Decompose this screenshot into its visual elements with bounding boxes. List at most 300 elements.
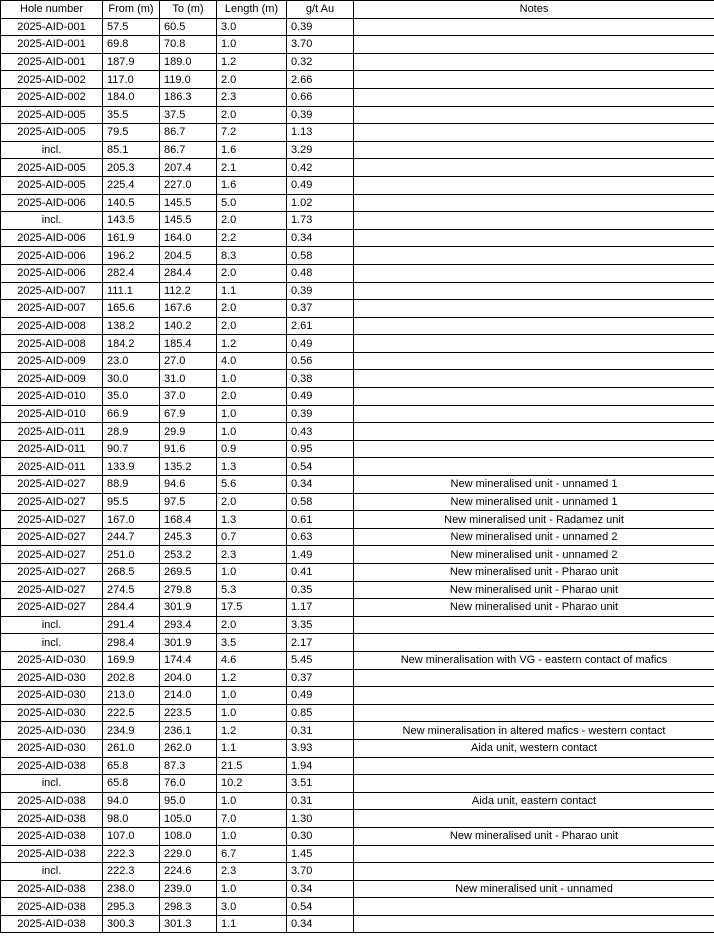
grade-cell: 0.34 (287, 915, 354, 933)
notes-cell: New mineralisation in altered mafics - western contact (354, 722, 714, 740)
table-row (1, 88, 714, 106)
from-cell: 196.2 (103, 247, 160, 265)
hole-number-cell: 2025-AID-030 (1, 651, 103, 669)
hole-number-cell: 2025-AID-038 (1, 898, 103, 916)
grade-cell: 0.37 (287, 669, 354, 687)
to-cell: 27.0 (160, 352, 217, 370)
to-cell: 164.0 (160, 229, 217, 247)
grade-cell: 0.56 (287, 352, 354, 370)
header-notes: Notes (354, 1, 714, 19)
notes-cell: Aida unit, western contact (354, 739, 714, 757)
grade-cell: 1.02 (287, 194, 354, 212)
hole-number-cell: 2025-AID-030 (1, 722, 103, 740)
grade-cell: 3.35 (287, 616, 354, 634)
from-cell: 184.2 (103, 335, 160, 353)
header-hole-number: Hole number (1, 1, 103, 19)
grade-cell: 0.85 (287, 704, 354, 722)
hole-number-cell: 2025-AID-001 (1, 36, 103, 54)
table-row (1, 335, 714, 353)
grade-cell: 0.95 (287, 440, 354, 458)
table-row (1, 845, 714, 863)
length-cell: 2.0 (217, 264, 287, 282)
table-row (1, 300, 714, 318)
length-cell: 10.2 (217, 775, 287, 793)
to-cell: 86.7 (160, 141, 217, 159)
from-cell: 107.0 (103, 827, 160, 845)
notes-cell (354, 229, 714, 247)
hole-number-cell: 2025-AID-038 (1, 880, 103, 898)
table-row (1, 370, 714, 388)
notes-cell (354, 194, 714, 212)
table-row (1, 757, 714, 775)
from-cell: 298.4 (103, 634, 160, 652)
from-cell: 300.3 (103, 915, 160, 933)
from-cell: 213.0 (103, 687, 160, 705)
to-cell: 284.4 (160, 264, 217, 282)
grade-cell: 3.70 (287, 36, 354, 54)
hole-number-cell: 2025-AID-007 (1, 282, 103, 300)
from-cell: 282.4 (103, 264, 160, 282)
to-cell: 253.2 (160, 546, 217, 564)
table-row (1, 141, 714, 159)
header-to: To (m) (160, 1, 217, 19)
notes-cell (354, 88, 714, 106)
notes-cell: New mineralisation with VG - eastern contact of mafics (354, 651, 714, 669)
to-cell: 37.0 (160, 388, 217, 406)
hole-number-cell: 2025-AID-038 (1, 792, 103, 810)
length-cell: 1.0 (217, 880, 287, 898)
from-cell: 202.8 (103, 669, 160, 687)
to-cell: 189.0 (160, 53, 217, 71)
grade-cell: 0.41 (287, 564, 354, 582)
notes-cell: New mineralised unit - Pharao unit (354, 564, 714, 582)
grade-cell: 1.13 (287, 124, 354, 142)
from-cell: 234.9 (103, 722, 160, 740)
to-cell: 301.9 (160, 599, 217, 617)
to-cell: 269.5 (160, 564, 217, 582)
to-cell: 70.8 (160, 36, 217, 54)
grade-cell: 0.39 (287, 405, 354, 423)
from-cell: 140.5 (103, 194, 160, 212)
length-cell: 4.6 (217, 651, 287, 669)
to-cell: 145.5 (160, 212, 217, 230)
header-grade: g/t Au (287, 1, 354, 19)
table-row (1, 898, 714, 916)
grade-cell: 0.49 (287, 176, 354, 194)
grade-cell: 0.31 (287, 722, 354, 740)
to-cell: 31.0 (160, 370, 217, 388)
hole-number-cell: 2025-AID-027 (1, 493, 103, 511)
notes-cell (354, 775, 714, 793)
table-row (1, 36, 714, 54)
hole-number-cell: 2025-AID-005 (1, 159, 103, 177)
length-cell: 1.0 (217, 36, 287, 54)
length-cell: 17.5 (217, 599, 287, 617)
from-cell: 165.6 (103, 300, 160, 318)
grade-cell: 0.48 (287, 264, 354, 282)
table-body (1, 18, 714, 933)
grade-cell: 0.49 (287, 335, 354, 353)
hole-number-cell: 2025-AID-027 (1, 564, 103, 582)
table-row (1, 194, 714, 212)
grade-cell: 0.31 (287, 792, 354, 810)
length-cell: 3.0 (217, 898, 287, 916)
table-row (1, 212, 714, 230)
length-cell: 2.0 (217, 616, 287, 634)
grade-cell: 0.61 (287, 511, 354, 529)
notes-cell (354, 423, 714, 441)
hole-number-cell: 2025-AID-011 (1, 423, 103, 441)
length-cell: 8.3 (217, 247, 287, 265)
grade-cell: 5.45 (287, 651, 354, 669)
notes-cell (354, 405, 714, 423)
grade-cell: 0.58 (287, 247, 354, 265)
table-row (1, 669, 714, 687)
length-cell: 1.0 (217, 564, 287, 582)
to-cell: 87.3 (160, 757, 217, 775)
from-cell: 268.5 (103, 564, 160, 582)
grade-cell: 0.39 (287, 282, 354, 300)
hole-number-cell: 2025-AID-030 (1, 704, 103, 722)
length-cell: 4.0 (217, 352, 287, 370)
notes-cell (354, 141, 714, 159)
from-cell: 284.4 (103, 599, 160, 617)
length-cell: 1.0 (217, 405, 287, 423)
to-cell: 67.9 (160, 405, 217, 423)
grade-cell: 0.42 (287, 159, 354, 177)
to-cell: 135.2 (160, 458, 217, 476)
notes-cell (354, 915, 714, 933)
hole-number-cell: 2025-AID-009 (1, 352, 103, 370)
length-cell: 7.2 (217, 124, 287, 142)
to-cell: 112.2 (160, 282, 217, 300)
hole-number-cell: 2025-AID-009 (1, 370, 103, 388)
to-cell: 140.2 (160, 317, 217, 335)
table-row (1, 651, 714, 669)
grade-cell: 1.45 (287, 845, 354, 863)
from-cell: 85.1 (103, 141, 160, 159)
table-row (1, 827, 714, 845)
header-row (1, 1, 714, 19)
header-from: From (m) (103, 1, 160, 19)
table-row (1, 599, 714, 617)
from-cell: 205.3 (103, 159, 160, 177)
table-row (1, 704, 714, 722)
hole-number-cell: 2025-AID-010 (1, 388, 103, 406)
from-cell: 238.0 (103, 880, 160, 898)
from-cell: 95.5 (103, 493, 160, 511)
notes-cell: New mineralised unit - unnamed (354, 880, 714, 898)
length-cell: 2.0 (217, 212, 287, 230)
hole-number-cell: incl. (1, 775, 103, 793)
to-cell: 224.6 (160, 863, 217, 881)
notes-cell (354, 106, 714, 124)
hole-number-cell: 2025-AID-006 (1, 229, 103, 247)
table-row (1, 405, 714, 423)
length-cell: 5.6 (217, 476, 287, 494)
length-cell: 1.6 (217, 141, 287, 159)
hole-number-cell: incl. (1, 141, 103, 159)
table-row (1, 317, 714, 335)
from-cell: 274.5 (103, 581, 160, 599)
length-cell: 1.0 (217, 370, 287, 388)
length-cell: 3.5 (217, 634, 287, 652)
table-row (1, 423, 714, 441)
hole-number-cell: 2025-AID-010 (1, 405, 103, 423)
from-cell: 28.9 (103, 423, 160, 441)
length-cell: 5.3 (217, 581, 287, 599)
length-cell: 0.9 (217, 440, 287, 458)
notes-cell (354, 352, 714, 370)
grade-cell: 1.17 (287, 599, 354, 617)
hole-number-cell: 2025-AID-002 (1, 71, 103, 89)
to-cell: 29.9 (160, 423, 217, 441)
notes-cell (354, 898, 714, 916)
grade-cell: 0.35 (287, 581, 354, 599)
table-row (1, 159, 714, 177)
table-row (1, 687, 714, 705)
to-cell: 86.7 (160, 124, 217, 142)
to-cell: 97.5 (160, 493, 217, 511)
to-cell: 60.5 (160, 18, 217, 36)
from-cell: 222.3 (103, 863, 160, 881)
from-cell: 161.9 (103, 229, 160, 247)
length-cell: 1.0 (217, 687, 287, 705)
from-cell: 187.9 (103, 53, 160, 71)
from-cell: 30.0 (103, 370, 160, 388)
grade-cell: 3.93 (287, 739, 354, 757)
length-cell: 2.0 (217, 300, 287, 318)
from-cell: 35.0 (103, 388, 160, 406)
notes-cell (354, 370, 714, 388)
length-cell: 6.7 (217, 845, 287, 863)
grade-cell: 2.61 (287, 317, 354, 335)
hole-number-cell: 2025-AID-002 (1, 88, 103, 106)
from-cell: 261.0 (103, 739, 160, 757)
hole-number-cell: incl. (1, 863, 103, 881)
grade-cell: 3.70 (287, 863, 354, 881)
to-cell: 245.3 (160, 528, 217, 546)
hole-number-cell: incl. (1, 616, 103, 634)
length-cell: 2.0 (217, 493, 287, 511)
length-cell: 1.0 (217, 704, 287, 722)
from-cell: 295.3 (103, 898, 160, 916)
hole-number-cell: incl. (1, 212, 103, 230)
grade-cell: 0.32 (287, 53, 354, 71)
length-cell: 0.7 (217, 528, 287, 546)
table-row (1, 634, 714, 652)
length-cell: 2.0 (217, 388, 287, 406)
notes-cell: New mineralised unit - Pharao unit (354, 581, 714, 599)
table-row (1, 493, 714, 511)
length-cell: 7.0 (217, 810, 287, 828)
hole-number-cell: 2025-AID-038 (1, 827, 103, 845)
hole-number-cell: 2025-AID-008 (1, 317, 103, 335)
hole-number-cell: 2025-AID-027 (1, 546, 103, 564)
notes-cell (354, 845, 714, 863)
hole-number-cell: 2025-AID-011 (1, 440, 103, 458)
length-cell: 1.2 (217, 722, 287, 740)
length-cell: 2.2 (217, 229, 287, 247)
table-row (1, 564, 714, 582)
notes-cell (354, 440, 714, 458)
notes-cell (354, 335, 714, 353)
hole-number-cell: 2025-AID-030 (1, 739, 103, 757)
notes-cell (354, 300, 714, 318)
grade-cell: 1.49 (287, 546, 354, 564)
notes-cell (354, 669, 714, 687)
from-cell: 65.8 (103, 757, 160, 775)
table-row (1, 458, 714, 476)
notes-cell (354, 616, 714, 634)
notes-cell (354, 757, 714, 775)
notes-cell (354, 317, 714, 335)
table-row (1, 616, 714, 634)
from-cell: 167.0 (103, 511, 160, 529)
hole-number-cell: 2025-AID-008 (1, 335, 103, 353)
grade-cell: 0.58 (287, 493, 354, 511)
grade-cell: 0.34 (287, 229, 354, 247)
table-row (1, 810, 714, 828)
hole-number-cell: 2025-AID-038 (1, 757, 103, 775)
table-row (1, 546, 714, 564)
to-cell: 91.6 (160, 440, 217, 458)
hole-number-cell: 2025-AID-006 (1, 264, 103, 282)
to-cell: 262.0 (160, 739, 217, 757)
from-cell: 184.0 (103, 88, 160, 106)
to-cell: 298.3 (160, 898, 217, 916)
grade-cell: 0.49 (287, 388, 354, 406)
hole-number-cell: 2025-AID-027 (1, 599, 103, 617)
hole-number-cell: 2025-AID-030 (1, 687, 103, 705)
table-row (1, 18, 714, 36)
from-cell: 79.5 (103, 124, 160, 142)
to-cell: 168.4 (160, 511, 217, 529)
from-cell: 244.7 (103, 528, 160, 546)
hole-number-cell: 2025-AID-005 (1, 106, 103, 124)
from-cell: 111.1 (103, 282, 160, 300)
from-cell: 88.9 (103, 476, 160, 494)
from-cell: 138.2 (103, 317, 160, 335)
grade-cell: 0.34 (287, 476, 354, 494)
to-cell: 293.4 (160, 616, 217, 634)
notes-cell: New mineralised unit - Radamez unit (354, 511, 714, 529)
to-cell: 239.0 (160, 880, 217, 898)
to-cell: 185.4 (160, 335, 217, 353)
hole-number-cell: 2025-AID-038 (1, 810, 103, 828)
notes-cell (354, 863, 714, 881)
grade-cell: 0.49 (287, 687, 354, 705)
notes-cell: New mineralised unit - Pharao unit (354, 827, 714, 845)
from-cell: 90.7 (103, 440, 160, 458)
hole-number-cell: 2025-AID-011 (1, 458, 103, 476)
table-row (1, 247, 714, 265)
notes-cell (354, 247, 714, 265)
notes-cell (354, 634, 714, 652)
to-cell: 279.8 (160, 581, 217, 599)
notes-cell (354, 264, 714, 282)
length-cell: 1.6 (217, 176, 287, 194)
from-cell: 291.4 (103, 616, 160, 634)
notes-cell (354, 388, 714, 406)
grade-cell: 2.66 (287, 71, 354, 89)
length-cell: 1.1 (217, 739, 287, 757)
from-cell: 35.5 (103, 106, 160, 124)
table-row (1, 722, 714, 740)
length-cell: 2.1 (217, 159, 287, 177)
hole-number-cell: 2025-AID-027 (1, 476, 103, 494)
to-cell: 174.4 (160, 651, 217, 669)
table-header (1, 1, 714, 19)
grade-cell: 0.43 (287, 423, 354, 441)
hole-number-cell: 2025-AID-038 (1, 915, 103, 933)
to-cell: 186.3 (160, 88, 217, 106)
notes-cell: Aida unit, eastern contact (354, 792, 714, 810)
length-cell: 2.0 (217, 317, 287, 335)
length-cell: 2.0 (217, 71, 287, 89)
to-cell: 301.3 (160, 915, 217, 933)
notes-cell: New mineralised unit - unnamed 1 (354, 476, 714, 494)
hole-number-cell: 2025-AID-030 (1, 669, 103, 687)
length-cell: 1.3 (217, 458, 287, 476)
from-cell: 133.9 (103, 458, 160, 476)
hole-number-cell: 2025-AID-027 (1, 581, 103, 599)
hole-number-cell: 2025-AID-005 (1, 176, 103, 194)
table-row (1, 264, 714, 282)
from-cell: 251.0 (103, 546, 160, 564)
table-row (1, 528, 714, 546)
grade-cell: 0.54 (287, 458, 354, 476)
length-cell: 1.2 (217, 335, 287, 353)
from-cell: 143.5 (103, 212, 160, 230)
grade-cell: 0.63 (287, 528, 354, 546)
grade-cell: 2.17 (287, 634, 354, 652)
to-cell: 301.9 (160, 634, 217, 652)
length-cell: 1.2 (217, 53, 287, 71)
grade-cell: 0.38 (287, 370, 354, 388)
to-cell: 95.0 (160, 792, 217, 810)
grade-cell: 0.39 (287, 106, 354, 124)
from-cell: 222.5 (103, 704, 160, 722)
notes-cell (354, 36, 714, 54)
notes-cell: New mineralised unit - Pharao unit (354, 599, 714, 617)
hole-number-cell: 2025-AID-006 (1, 194, 103, 212)
to-cell: 229.0 (160, 845, 217, 863)
notes-cell (354, 176, 714, 194)
to-cell: 236.1 (160, 722, 217, 740)
hole-number-cell: 2025-AID-005 (1, 124, 103, 142)
table-row (1, 511, 714, 529)
to-cell: 207.4 (160, 159, 217, 177)
table-row (1, 71, 714, 89)
table-row (1, 229, 714, 247)
hole-number-cell: 2025-AID-001 (1, 18, 103, 36)
length-cell: 1.0 (217, 792, 287, 810)
grade-cell: 1.94 (287, 757, 354, 775)
grade-cell: 0.54 (287, 898, 354, 916)
notes-cell (354, 18, 714, 36)
notes-cell (354, 71, 714, 89)
hole-number-cell: 2025-AID-007 (1, 300, 103, 318)
length-cell: 3.0 (217, 18, 287, 36)
table-row (1, 176, 714, 194)
table-row (1, 53, 714, 71)
table-row (1, 124, 714, 142)
to-cell: 223.5 (160, 704, 217, 722)
hole-number-cell: 2025-AID-001 (1, 53, 103, 71)
table-row (1, 581, 714, 599)
grade-cell: 3.29 (287, 141, 354, 159)
